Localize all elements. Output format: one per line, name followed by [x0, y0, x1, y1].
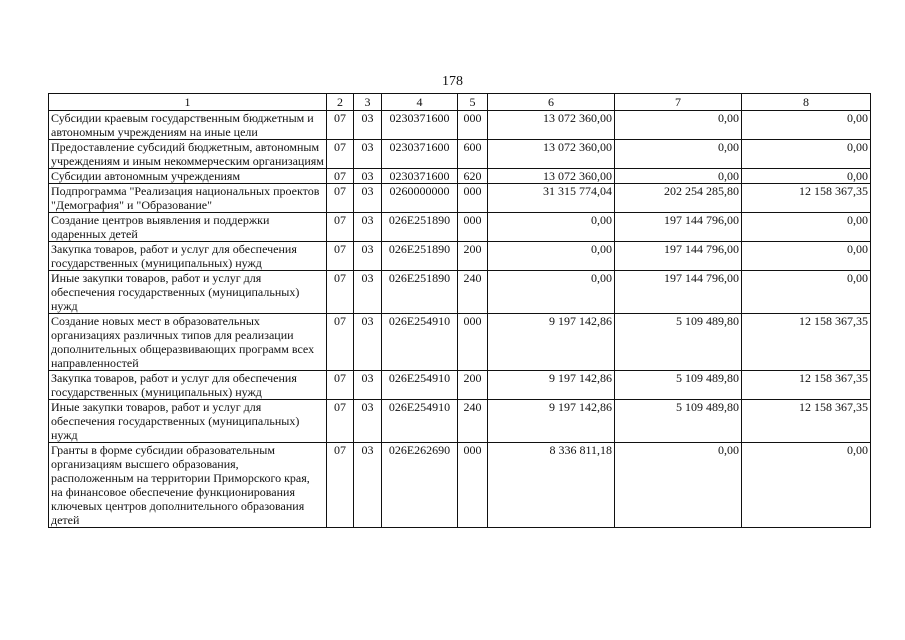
row-name: Иные закупки товаров, работ и услуг для обеспечения государственных (муниципальных) нужд	[49, 271, 327, 314]
cell-amount-col6: 0,00	[488, 242, 615, 271]
cell-amount-col6: 9 197 142,86	[488, 314, 615, 371]
cell-amount-col7: 197 144 796,00	[615, 213, 742, 242]
cell-section: 07	[327, 184, 354, 213]
table-row	[49, 242, 871, 271]
cell-amount-col6: 0,00	[488, 271, 615, 314]
cell-target-article: 026E251890	[382, 242, 458, 271]
cell-section: 07	[327, 443, 354, 528]
header-row	[49, 94, 871, 111]
cell-subsection: 03	[354, 443, 382, 528]
column-header: 8	[742, 94, 871, 111]
cell-amount-col6: 9 197 142,86	[488, 371, 615, 400]
cell-expense-type: 200	[458, 371, 488, 400]
table-body	[49, 111, 871, 528]
cell-target-article: 0230371600	[382, 169, 458, 184]
cell-amount-col7: 5 109 489,80	[615, 371, 742, 400]
column-header: 7	[615, 94, 742, 111]
column-header: 3	[354, 94, 382, 111]
cell-section: 07	[327, 213, 354, 242]
cell-expense-type: 000	[458, 213, 488, 242]
cell-expense-type: 000	[458, 314, 488, 371]
row-name: Субсидии автономным учреждениям	[49, 169, 327, 184]
cell-section: 07	[327, 271, 354, 314]
row-name: Создание центров выявления и поддержки одаренных детей	[49, 213, 327, 242]
table-row	[49, 400, 871, 443]
cell-subsection: 03	[354, 271, 382, 314]
table-row	[49, 184, 871, 213]
row-name: Гранты в форме субсидии образовательным организациям высшего образования, расположенным на территории Приморского края, на финансовое обеспечение функционирования ключевых центров дополнительного образования детей	[49, 443, 327, 528]
cell-amount-col7: 5 109 489,80	[615, 314, 742, 371]
cell-amount-col8: 12 158 367,35	[742, 371, 871, 400]
cell-amount-col8: 0,00	[742, 271, 871, 314]
cell-amount-col7: 0,00	[615, 111, 742, 140]
cell-subsection: 03	[354, 371, 382, 400]
cell-section: 07	[327, 314, 354, 371]
cell-amount-col8: 0,00	[742, 169, 871, 184]
cell-expense-type: 240	[458, 271, 488, 314]
cell-subsection: 03	[354, 314, 382, 371]
cell-subsection: 03	[354, 184, 382, 213]
cell-amount-col6: 31 315 774,04	[488, 184, 615, 213]
cell-target-article: 026E254910	[382, 371, 458, 400]
cell-target-article: 0230371600	[382, 111, 458, 140]
row-name: Субсидии краевым государственным бюджетным и автономным учреждениям на иные цели	[49, 111, 327, 140]
row-name: Подпрограмма "Реализация национальных проектов "Демография" и "Образование"	[49, 184, 327, 213]
cell-amount-col8: 0,00	[742, 242, 871, 271]
cell-target-article: 026E251890	[382, 271, 458, 314]
cell-target-article: 0260000000	[382, 184, 458, 213]
cell-expense-type: 600	[458, 140, 488, 169]
cell-amount-col8: 0,00	[742, 111, 871, 140]
table-row	[49, 371, 871, 400]
cell-subsection: 03	[354, 213, 382, 242]
table-row	[49, 271, 871, 314]
table-row	[49, 169, 871, 184]
cell-amount-col7: 0,00	[615, 169, 742, 184]
row-name: Создание новых мест в образовательных организациях различных типов для реализации дополнительных общеразвивающих программ всех направленностей	[49, 314, 327, 371]
cell-amount-col6: 9 197 142,86	[488, 400, 615, 443]
cell-amount-col7: 197 144 796,00	[615, 271, 742, 314]
row-name: Предоставление субсидий бюджетным, автономным учреждениям и иным некоммерческим организациям	[49, 140, 327, 169]
column-header: 1	[49, 94, 327, 111]
cell-section: 07	[327, 242, 354, 271]
budget-table	[48, 93, 871, 528]
table-row	[49, 314, 871, 371]
cell-amount-col8: 12 158 367,35	[742, 314, 871, 371]
cell-expense-type: 200	[458, 242, 488, 271]
table-row	[49, 140, 871, 169]
table-row	[49, 213, 871, 242]
table-row	[49, 443, 871, 528]
row-name: Закупка товаров, работ и услуг для обеспечения государственных (муниципальных) нужд	[49, 242, 327, 271]
cell-expense-type: 620	[458, 169, 488, 184]
cell-target-article: 0230371600	[382, 140, 458, 169]
page-number: 178	[442, 74, 463, 89]
cell-section: 07	[327, 169, 354, 184]
cell-amount-col8: 0,00	[742, 443, 871, 528]
cell-subsection: 03	[354, 140, 382, 169]
row-name: Закупка товаров, работ и услуг для обеспечения государственных (муниципальных) нужд	[49, 371, 327, 400]
cell-expense-type: 240	[458, 400, 488, 443]
cell-section: 07	[327, 371, 354, 400]
cell-subsection: 03	[354, 169, 382, 184]
cell-amount-col6: 8 336 811,18	[488, 443, 615, 528]
cell-amount-col6: 13 072 360,00	[488, 169, 615, 184]
cell-target-article: 026E251890	[382, 213, 458, 242]
cell-amount-col7: 0,00	[615, 443, 742, 528]
cell-amount-col8: 0,00	[742, 140, 871, 169]
table-row	[49, 111, 871, 140]
row-name: Иные закупки товаров, работ и услуг для обеспечения государственных (муниципальных) нужд	[49, 400, 327, 443]
cell-target-article: 026E254910	[382, 314, 458, 371]
cell-amount-col8: 12 158 367,35	[742, 184, 871, 213]
cell-amount-col6: 13 072 360,00	[488, 140, 615, 169]
cell-target-article: 026E254910	[382, 400, 458, 443]
cell-section: 07	[327, 400, 354, 443]
cell-subsection: 03	[354, 242, 382, 271]
cell-amount-col7: 0,00	[615, 140, 742, 169]
cell-amount-col6: 0,00	[488, 213, 615, 242]
cell-amount-col7: 202 254 285,80	[615, 184, 742, 213]
cell-subsection: 03	[354, 400, 382, 443]
cell-section: 07	[327, 111, 354, 140]
cell-amount-col6: 13 072 360,00	[488, 111, 615, 140]
cell-target-article: 026E262690	[382, 443, 458, 528]
cell-amount-col8: 12 158 367,35	[742, 400, 871, 443]
cell-section: 07	[327, 140, 354, 169]
cell-subsection: 03	[354, 111, 382, 140]
cell-expense-type: 000	[458, 111, 488, 140]
column-header: 6	[488, 94, 615, 111]
column-header: 4	[382, 94, 458, 111]
column-header: 2	[327, 94, 354, 111]
cell-amount-col8: 0,00	[742, 213, 871, 242]
cell-expense-type: 000	[458, 184, 488, 213]
cell-amount-col7: 5 109 489,80	[615, 400, 742, 443]
cell-expense-type: 000	[458, 443, 488, 528]
column-header: 5	[458, 94, 488, 111]
cell-amount-col7: 197 144 796,00	[615, 242, 742, 271]
